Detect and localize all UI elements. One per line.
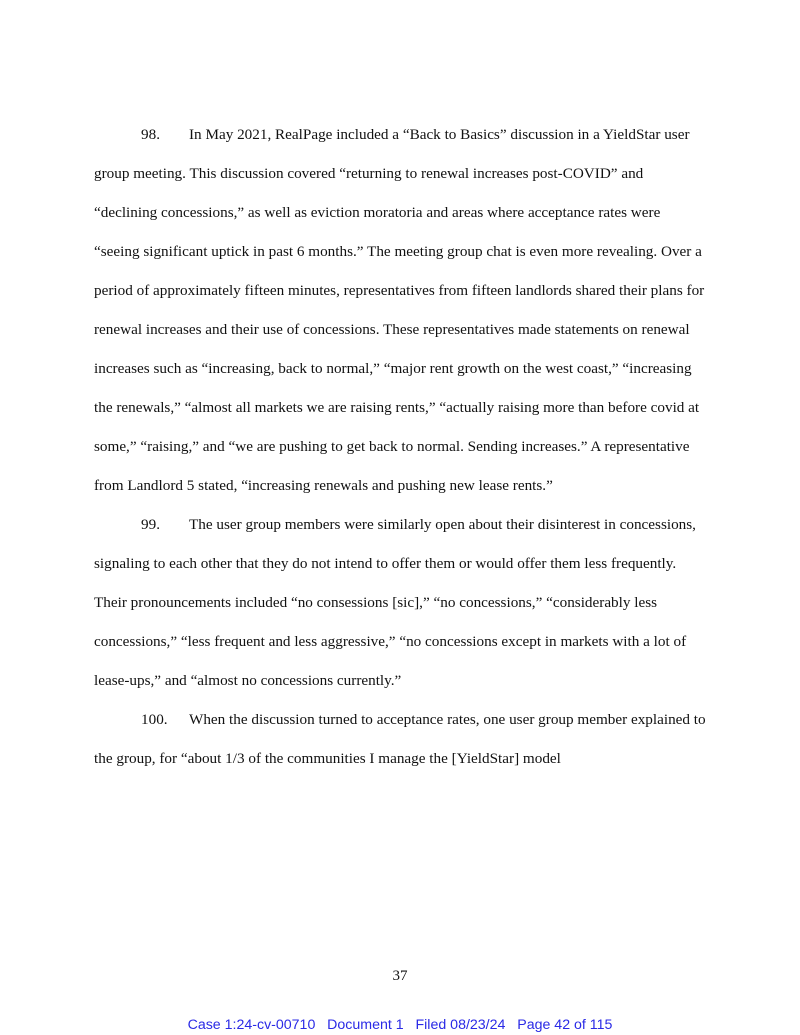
- body-text: [94, 115, 707, 778]
- paragraph-text: The user group members were similarly open about their disinterest in concessions, signaling to each other that they do not intend to offer them or would offer them less frequently. Their pronouncements included “no consessions [sic],” “no concessions,” “considerably less concessions,” “less frequent and less aggressive,” “no concessions except in markets with a lot of lease-ups,” and “almost no concessions currently.”: [94, 516, 696, 689]
- paragraph-99: [94, 505, 707, 700]
- paragraph-text: When the discussion turned to acceptance rates, one user group member explained to the group, for “about 1/3 of the communities I manage the [YieldStar] model: [94, 711, 706, 767]
- paragraph-text: In May 2021, RealPage included a “Back to Basics” discussion in a YieldStar user group meeting. This discussion covered “returning to renewal increases post-COVID” and “declining concessions,” as well as eviction moratoria and areas where acceptance rates were “seeing significant uptick in past 6 months.” The meeting group chat is even more revealing. Over a period of approximately fifteen minutes, representatives from fifteen landlords shared their plans for renewal increases and their use of concessions. These representatives made statements on renewal increases such as “increasing, back to normal,” “major rent growth on the west coast,” “increasing the renewals,” “almost all markets we are raising rents,” “actually raising more than before covid at some,” “raising,” and “we are pushing to get back to normal. Sending increases.” A representative from Landlord 5 stated, “increasing renewals and pushing new lease rents.”: [94, 126, 705, 494]
- paragraph-98: [94, 115, 707, 505]
- paragraph-number: 100.: [141, 711, 168, 728]
- paragraph-number: 99.: [141, 516, 160, 533]
- page-number: 37: [392, 968, 408, 984]
- paragraph-number: 98.: [141, 126, 160, 143]
- case-filing-header: Case 1:24-cv-00710 Document 1 Filed 08/23/24 Page 42 of 115: [187, 1017, 613, 1033]
- paragraph-100: [94, 700, 707, 778]
